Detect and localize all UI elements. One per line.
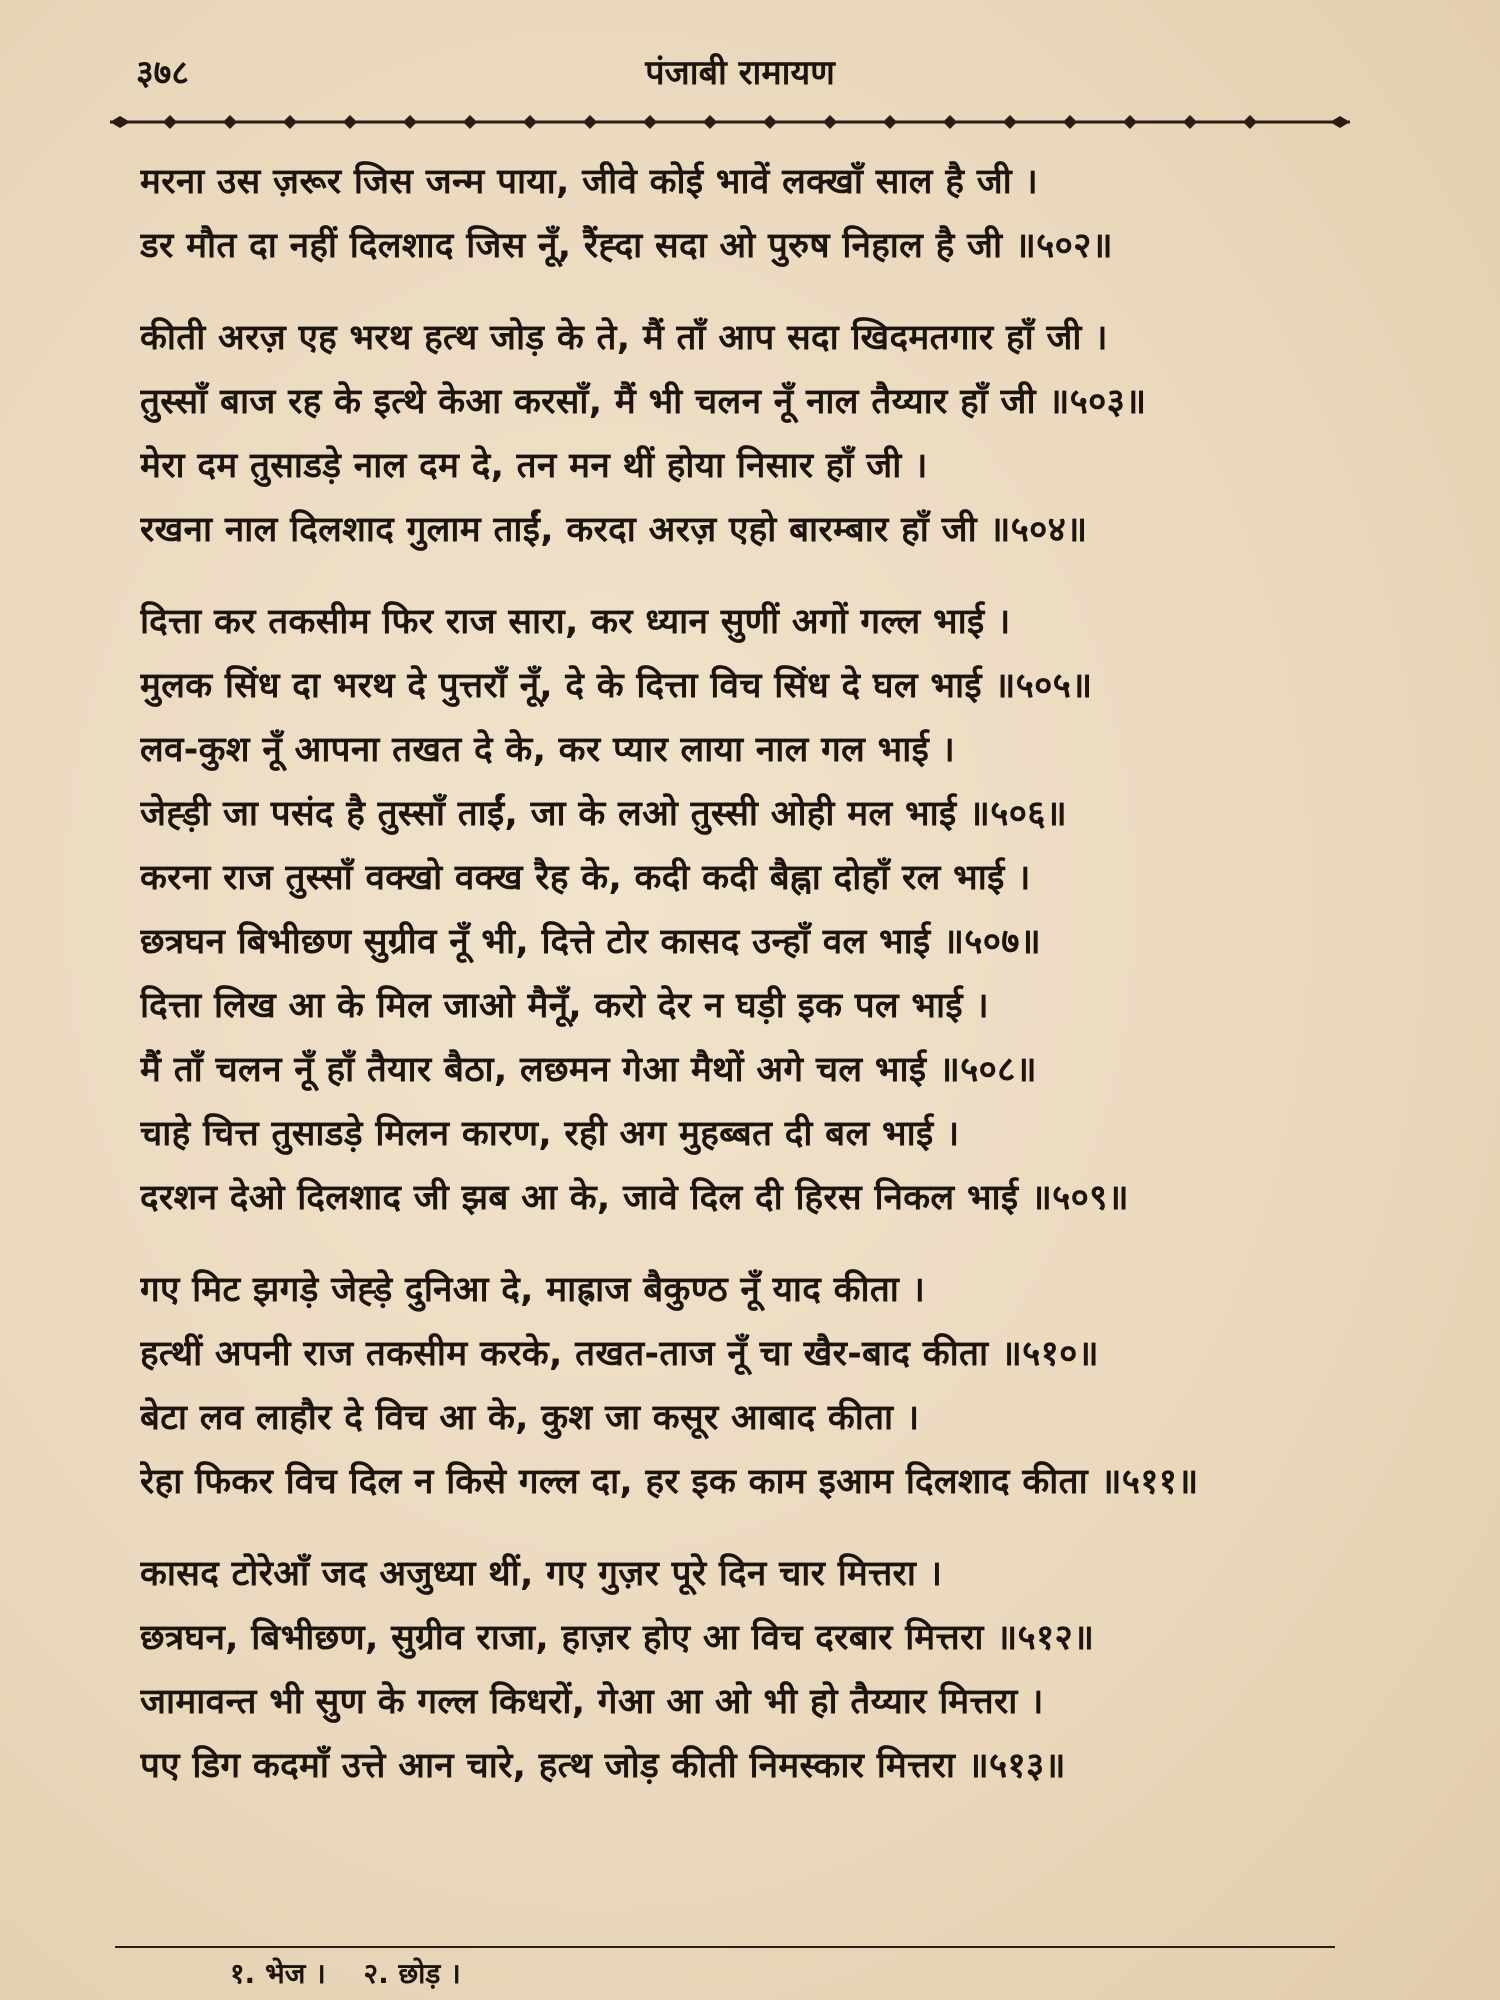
ornament-diamond bbox=[403, 115, 417, 129]
verse-line: पए डिग कदमाँ उत्ते आन चारे, हत्थ जोड़ कीती निमस्कार मित्तरा ॥५१३॥ bbox=[140, 1746, 1066, 1786]
verse-line: तुस्साँ बाज रह के इत्थे केआ करसाँ, मैं भी चलन नूँ नाल तैय्यार हाँ जी ॥५०३॥ bbox=[140, 382, 1147, 422]
page-number: ३७८ bbox=[136, 53, 190, 93]
verse-line: रेहा फिकर विच दिल न किसे गल्ल दा, हर इक काम इआम दिलशाद कीता ॥५११॥ bbox=[140, 1462, 1199, 1502]
ornament-diamond bbox=[163, 115, 177, 129]
verse-line: दरशन देओ दिलशाद जी झब आ के, जावे दिल दी हिरस निकल भाई ॥५०९॥ bbox=[140, 1178, 1129, 1218]
footnote: २. छोड़ । bbox=[363, 1957, 461, 1990]
verse-line: रखना नाल दिलशाद गुलाम ताईं, करदा अरज़ एहो बारम्बार हाँ जी ॥५०४॥ bbox=[140, 510, 1088, 550]
verse-line: दित्ता लिख आ के मिल जाओ मैनूँ, करो देर न घड़ी इक पल भाई । bbox=[140, 986, 989, 1026]
ornament-diamond bbox=[703, 115, 717, 129]
stanza bbox=[140, 590, 1340, 1230]
stanza bbox=[140, 1542, 1340, 1798]
page-header bbox=[130, 48, 1350, 98]
verse-line: चाहे चित्त तुसाडड़े मिलन कारण, रही अग मुहब्बत दी बल भाई । bbox=[140, 1114, 960, 1154]
footnote: १. भेज । bbox=[230, 1957, 326, 1990]
ornament-diamond bbox=[1003, 115, 1017, 129]
stanza bbox=[140, 150, 1340, 278]
ornament-diamond bbox=[1243, 115, 1257, 129]
ornament-diamond bbox=[523, 115, 537, 129]
verse-line: मुलक सिंध दा भरथ दे पुत्तराँ नूँ, दे के दित्ता विच सिंध दे घल भाई ॥५०५॥ bbox=[140, 666, 1093, 706]
stanza bbox=[140, 1258, 1340, 1514]
ornament-diamond bbox=[463, 115, 477, 129]
verse-line: जेह्ड़ी जा पसंद है तुस्साँ ताईं, जा के लओ तुस्सी ओही मल भाई ॥५०६॥ bbox=[140, 794, 1067, 834]
ornament-diamond bbox=[643, 115, 657, 129]
ornament-diamond bbox=[283, 115, 297, 129]
verse-line: कासद टोरेआँ जद अजुध्या थीं, गए गुज़र पूरे दिन चार मित्तरा । bbox=[140, 1554, 943, 1594]
ornament-diamond bbox=[1183, 115, 1197, 129]
footnote-rule bbox=[115, 1946, 1335, 1948]
ornament-diamond bbox=[223, 115, 237, 129]
ornament-diamond bbox=[823, 115, 837, 129]
ornament-diamond bbox=[1123, 115, 1137, 129]
verse-line: मैं ताँ चलन नूँ हाँ तैयार बैठा, लछमन गेआ मैथों अगे चल भाई ॥५०८॥ bbox=[140, 1050, 1037, 1090]
verse-line: जामावन्त भी सुण के गल्ल किधरों, गेआ आ ओ भी हो तैय्यार मित्तरा । bbox=[140, 1682, 1044, 1722]
verse-line: गए मिट झगड़े जेह्ड़े दुनिआ दे, माह्राज बैकुण्ठ नूँ याद कीता । bbox=[140, 1270, 926, 1310]
verse-line: मरना उस ज़रूर जिस जन्म पाया, जीवे कोई भावें लक्खाँ साल है जी । bbox=[140, 162, 1039, 202]
verse-line: करना राज तुस्साँ वक्खो वक्ख रैह के, कदी कदी बैह्ना दोहाँ रल भाई । bbox=[140, 858, 1031, 898]
ornamental-rule bbox=[110, 110, 1350, 134]
verse-line: छत्रघन बिभीछण सुग्रीव नूँ भी, दित्ते टोर कासद उन्हाँ वल भाई ॥५०७॥ bbox=[140, 922, 1041, 962]
ornament-diamond bbox=[763, 115, 777, 129]
verse-line: बेटा लव लाहौर दे विच आ के, कुश जा कसूर आबाद कीता । bbox=[140, 1398, 920, 1438]
verse-line: डर मौत दा नहीं दिलशाद जिस नूँ, रैंह्दा सदा ओ पुरुष निहाल है जी ॥५०२॥ bbox=[140, 226, 1113, 266]
stanza bbox=[140, 306, 1340, 562]
verse-line: छत्रघन, बिभीछण, सुग्रीव राजा, हाज़र होए आ विच दरबार मित्तरा ॥५१२॥ bbox=[140, 1618, 1095, 1658]
verse-line: मेरा दम तुसाडड़े नाल दम दे, तन मन थीं होया निसार हाँ जी । bbox=[140, 446, 928, 486]
footnotes bbox=[230, 1954, 489, 1992]
verse-line: कीती अरज़ एह भरथ हत्थ जोड़ के ते, मैं ताँ आप सदा खिदमतगार हाँ जी । bbox=[140, 318, 1108, 358]
ornament-diamond bbox=[883, 115, 897, 129]
ornament-diamond bbox=[1063, 115, 1077, 129]
verse-line: हत्थीं अपनी राज तकसीम करके, तखत-ताज नूँ चा खैर-बाद कीता ॥५१०॥ bbox=[140, 1334, 1099, 1374]
ornament-diamond bbox=[343, 115, 357, 129]
verse-line: लव-कुश नूँ आपना तखत दे के, कर प्यार लाया नाल गल भाई । bbox=[140, 730, 956, 770]
verse-line: दित्ता कर तकसीम फिर राज सारा, कर ध्यान सुणीं अगों गल्ल भाई । bbox=[140, 602, 1011, 642]
running-title: पंजाबी रामायण bbox=[645, 53, 835, 93]
ornament-diamond bbox=[943, 115, 957, 129]
ornament-diamond bbox=[583, 115, 597, 129]
verse-body bbox=[140, 150, 1340, 1826]
